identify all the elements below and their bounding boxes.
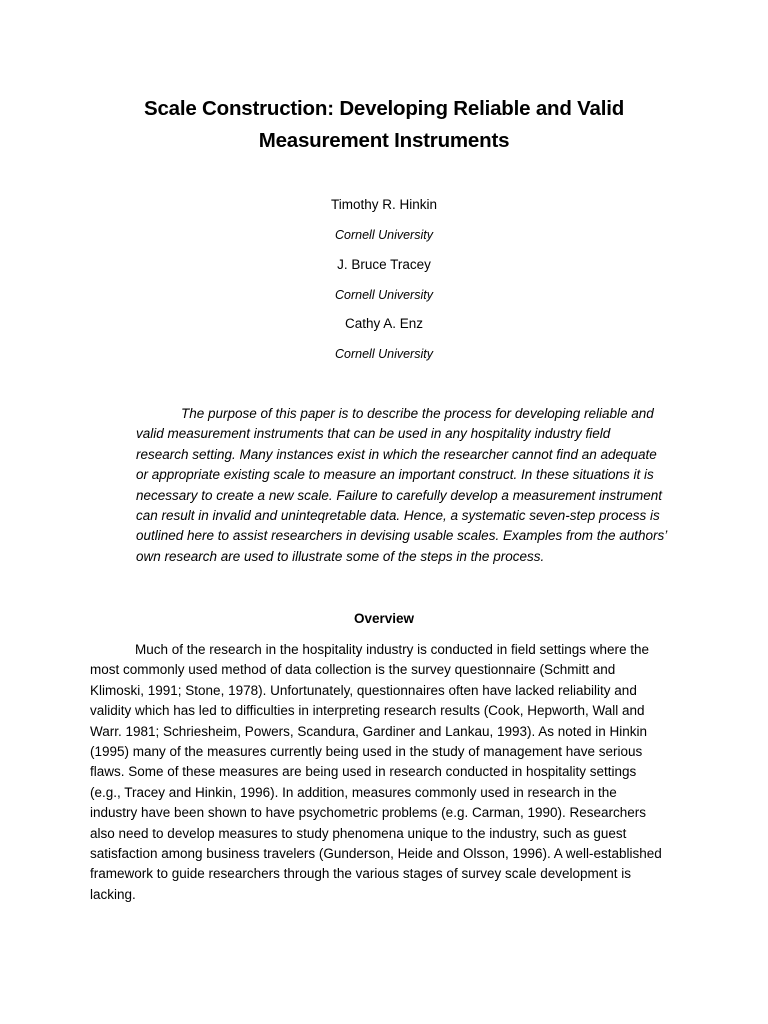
abstract xyxy=(136,404,672,567)
paragraph-line: (e.g., Tracey and Hinkin, 1996). In addition, measures commonly used in research in the xyxy=(90,784,617,800)
abstract-line: The purpose of this paper is to describe the process for developing reliable and xyxy=(181,406,654,421)
author-affiliation: Cornell University xyxy=(335,228,433,242)
author-list xyxy=(90,194,678,373)
abstract-line: necessary to create a new scale. Failure to carefully develop a measurement instrument xyxy=(136,487,663,503)
paragraph-line: framework to guide researchers through the various stages of survey scale development is xyxy=(90,866,632,882)
paragraph-line: industry have been shown to have psychometric problems (e.g. Carman, 1990). Researchers xyxy=(90,805,647,821)
paragraph-line: Klimoski, 1991; Stone, 1978). Unfortunately, questionnaires often have lacked reliability and xyxy=(90,682,637,698)
paper-title xyxy=(90,93,678,157)
author-name: Cathy A. Enz xyxy=(344,316,424,331)
abstract-line: or appropriate existing scale to measure an important construct. In these situations it is xyxy=(136,467,654,483)
paragraph-line: satisfaction among business travelers (Gunderson, Heide and Olsson, 1996). A well-established xyxy=(90,846,662,862)
paragraph-line: also need to develop measures to study phenomena unique to the industry, such as guest xyxy=(90,825,627,841)
paper-title-line-2: Measurement Instruments xyxy=(258,129,510,152)
section-heading-overview: Overview xyxy=(353,611,415,626)
abstract-line: valid measurement instruments that can be used in any hospitality industry field xyxy=(136,426,611,442)
abstract-line: outlined here to assist researchers in devising usable scales. Examples from the authors’ xyxy=(136,528,668,544)
paragraph-line: Warr. 1981; Schriesheim, Powers, Scandura, Gardiner and Lankau, 1993). As noted in Hinkin xyxy=(90,723,648,739)
author-name: Timothy R. Hinkin xyxy=(330,197,438,212)
abstract-line: research setting. Many instances exist in which the researcher cannot find an adequate xyxy=(136,446,657,462)
paragraph-line: validity which has led to difficulties in interpreting research results (Cook, Hepworth, Wall and xyxy=(90,703,645,719)
author-entry xyxy=(90,254,678,314)
abstract-line: own research are used to illustrate some of the steps in the process. xyxy=(136,548,545,564)
paragraph-line: lacking. xyxy=(90,886,136,902)
paragraph-line: (1995) many of the measures currently being used in the study of management have serious xyxy=(90,744,643,760)
paragraph-line: flaws. Some of these measures are being used in research conducted in hospitality settings xyxy=(90,764,637,780)
paragraph-line: Much of the research in the hospitality industry is conducted in field settings where the xyxy=(135,642,650,657)
author-entry xyxy=(90,194,678,254)
author-affiliation: Cornell University xyxy=(335,287,433,302)
author-name: J. Bruce Tracey xyxy=(337,256,431,272)
overview-paragraph xyxy=(90,640,680,905)
author-entry xyxy=(90,313,678,373)
paper-title-line-1: Scale Construction: Developing Reliable and Valid xyxy=(143,97,625,120)
abstract-line: can result in invalid and uninteqretable data. Hence, a systematic seven-step process is xyxy=(136,508,660,524)
paragraph-line: most commonly used method of data collection is the survey questionnaire (Schmitt and xyxy=(90,662,616,678)
author-affiliation: Cornell University xyxy=(335,347,433,361)
